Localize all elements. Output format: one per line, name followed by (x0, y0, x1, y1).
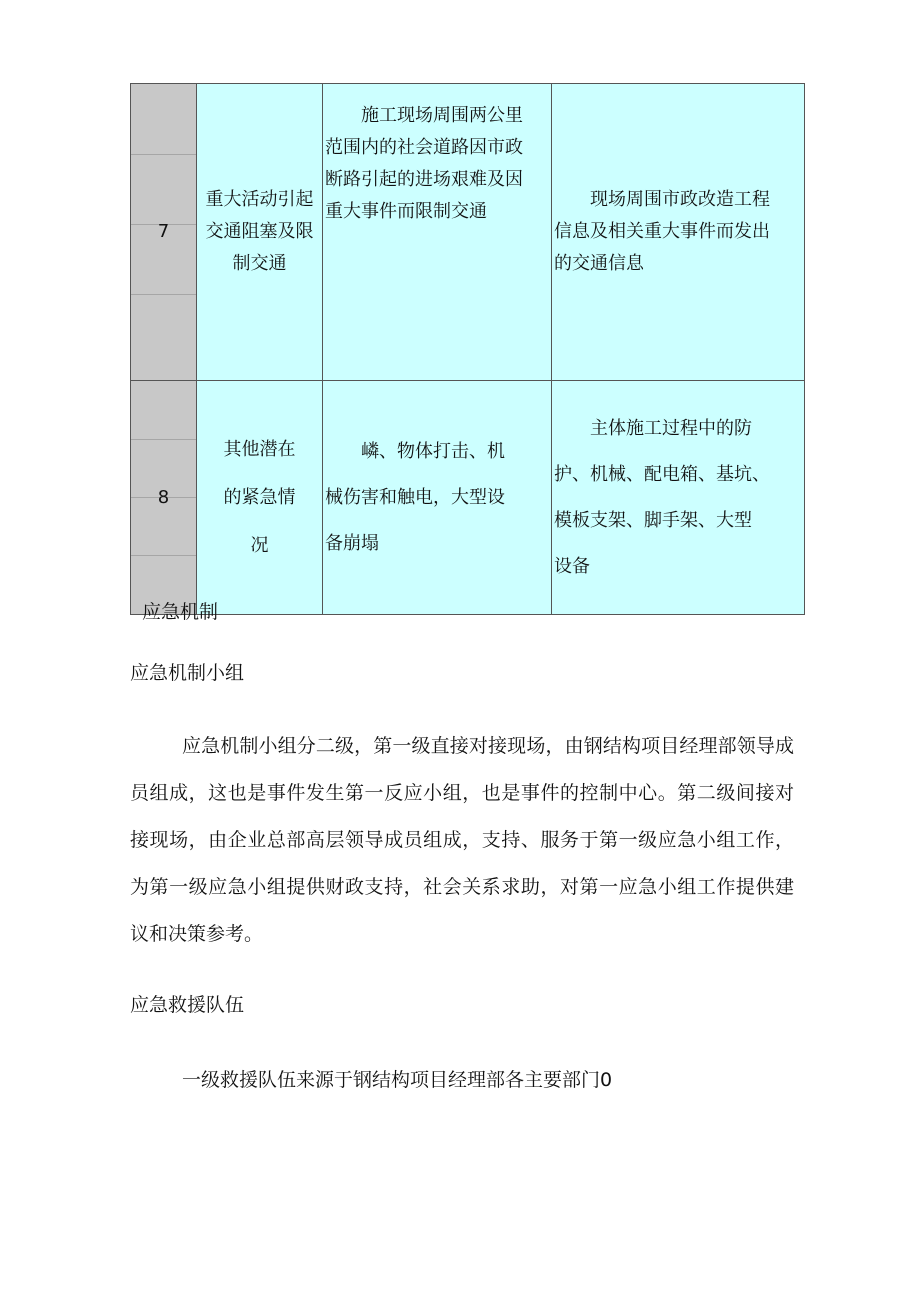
subsection-heading-group: 应急机制小组 (130, 662, 245, 684)
table-row (131, 84, 805, 381)
group-paragraph: 应急机制小组分二级，第一级直接对接现场，由钢结构项目经理部领导成员组成，这也是事件发生第一反应小组，也是事件的控制中心。第二级间接对接现场，由企业总部高层领导成员组成，支持、服务于第一级应急小组工作，为第一级应急小组提供财政支持，社会关系求助，对第一应急小组工作提供建议和决策参考。 (130, 735, 794, 945)
risk-table (130, 83, 805, 615)
team-paragraph: 一级救援队伍来源于钢结构项目经理部各主要部门0 (182, 1069, 613, 1091)
range-cell (323, 381, 552, 615)
event-cell (197, 381, 323, 615)
row-number-cell (131, 381, 197, 615)
row-number-cell (131, 84, 197, 381)
source-cell (552, 381, 805, 615)
source-cell (552, 84, 805, 381)
row-number: 7 (157, 221, 170, 242)
section-heading: 应急机制 (142, 601, 219, 623)
range-text: 施工现场周围两公里 范围内的社会道路因市政 断路引起的进场艰难及因 重大事件而限制交通 (325, 105, 523, 222)
range-cell (323, 84, 552, 381)
table-row (131, 381, 805, 615)
source-text: 主体施工过程中的防 护、机械、配电箱、基坑、 模板支架、脚手架、大型 设备 (554, 417, 770, 577)
subsection-heading-team: 应急救援队伍 (130, 994, 245, 1016)
event-text: 其他潜在 的紧急情 况 (223, 438, 296, 556)
source-text: 现场周围市政改造工程 信息及相关重大事件而发出 的交通信息 (554, 189, 770, 274)
event-text: 重大活动引起 交通阻塞及限 制交通 (205, 189, 314, 274)
range-text: 嶙、物体打击、机 械伤害和触电，大型设 备崩塌 (325, 440, 505, 554)
event-cell (197, 84, 323, 381)
row-number: 8 (157, 486, 170, 508)
